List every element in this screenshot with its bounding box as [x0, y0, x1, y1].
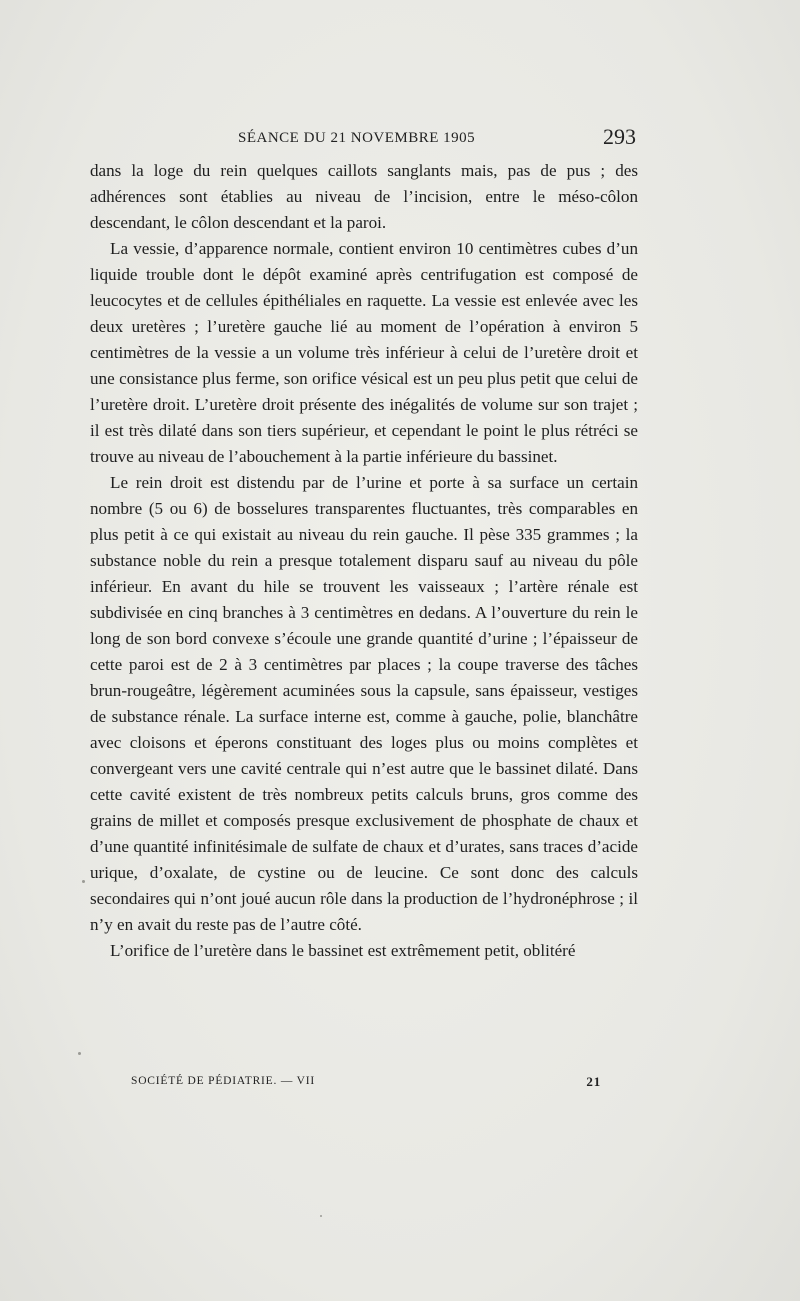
body-text — [90, 158, 638, 964]
paragraph-3: Le rein droit est distendu par de l’urine et porte à sa surface un certain nombre (5 ou 6) de bosselures transparentes fluctuantes, très comparables en plus petit à ce qui existait au niveau du rein gauche. Il pèse 335 grammes ; la substance noble du rein a presque totalement disparu sauf au niveau du pôle inférieur. En avant du hile se trouvent les vaisseaux ; l’artère rénale est subdivisée en cinq branches à 3 centimètres en dedans. A l’ouverture du rein le long de son bord convexe s’écoule une grande quantité d’urine ; l’épaisseur de cette paroi est de 2 à 3 centimètres par places ; la coupe traverse des tâches brun-rougeâtre, légèrement acuminées sous la capsule, sans épaisseur, vestiges de substance rénale. La surface interne est, comme à gauche, polie, blanchâtre avec cloisons et éperons constituant des loges plus ou moins complètes et convergeant vers une cavité centrale qui n’est autre que le bassinet dilaté. Dans cette cavité existent de très nombreux petits calculs bruns, gros comme des grains de millet et composés presque exclusivement de phosphate de chaux et d’une quantité infinitésimale de sulfate de chaux et d’urates, sans traces d’acide urique, d’oxalate, de cystine ou de leucine. Ce sont donc des calculs secondaires qui n’ont joué aucun rôle dans la production de l’hydronéphrose ; il n’y en avait du reste pas de l’autre côté. — [90, 473, 638, 934]
page-number: 293 — [603, 124, 636, 149]
signature-number: 21 — [586, 1074, 601, 1089]
running-title: SÉANCE DU 21 NOVEMBRE 1905 — [238, 130, 476, 146]
paper-speck — [82, 880, 85, 883]
paragraph-2: La vessie, d’apparence normale, contient environ 10 centimètres cubes d’un liquide trouble dont le dépôt examiné après centrifugation est composé de leucocytes et de cellules épithéliales en raquette. La vessie est enlevée avec les deux uretères ; l’uretère gauche lié au moment de l’opération à environ 5 centimètres de la vessie a un volume très inférieur à celui de l’uretère droit et une consistance plus ferme, son orifice vésical est un peu plus petit que celui de l’uretère droit. L’uretère droit présente des inégalités de volume sur son trajet ; il est très dilaté dans son tiers supérieur, et cependant le point le plus rétréci se trouve au niveau de l’abouchement à la partie inférieure du bassinet. — [90, 239, 638, 466]
paper-speck — [320, 1215, 322, 1217]
running-header — [90, 124, 638, 154]
paragraph-4: L’orifice de l’uretère dans le bassinet est extrêmement petit, oblitéré — [110, 941, 576, 960]
paragraph-1: dans la loge du rein quelques caillots sanglants mais, pas de pus ; des adhérences sont établies au niveau de l’incision, entre le méso-côlon descendant, le côlon descendant et la paroi. — [90, 161, 638, 232]
paper-speck — [78, 1052, 81, 1055]
signature-text: SOCIÉTÉ DE PÉDIATRIE. — VII — [131, 1075, 315, 1087]
printer-signature-line — [131, 1075, 601, 1095]
